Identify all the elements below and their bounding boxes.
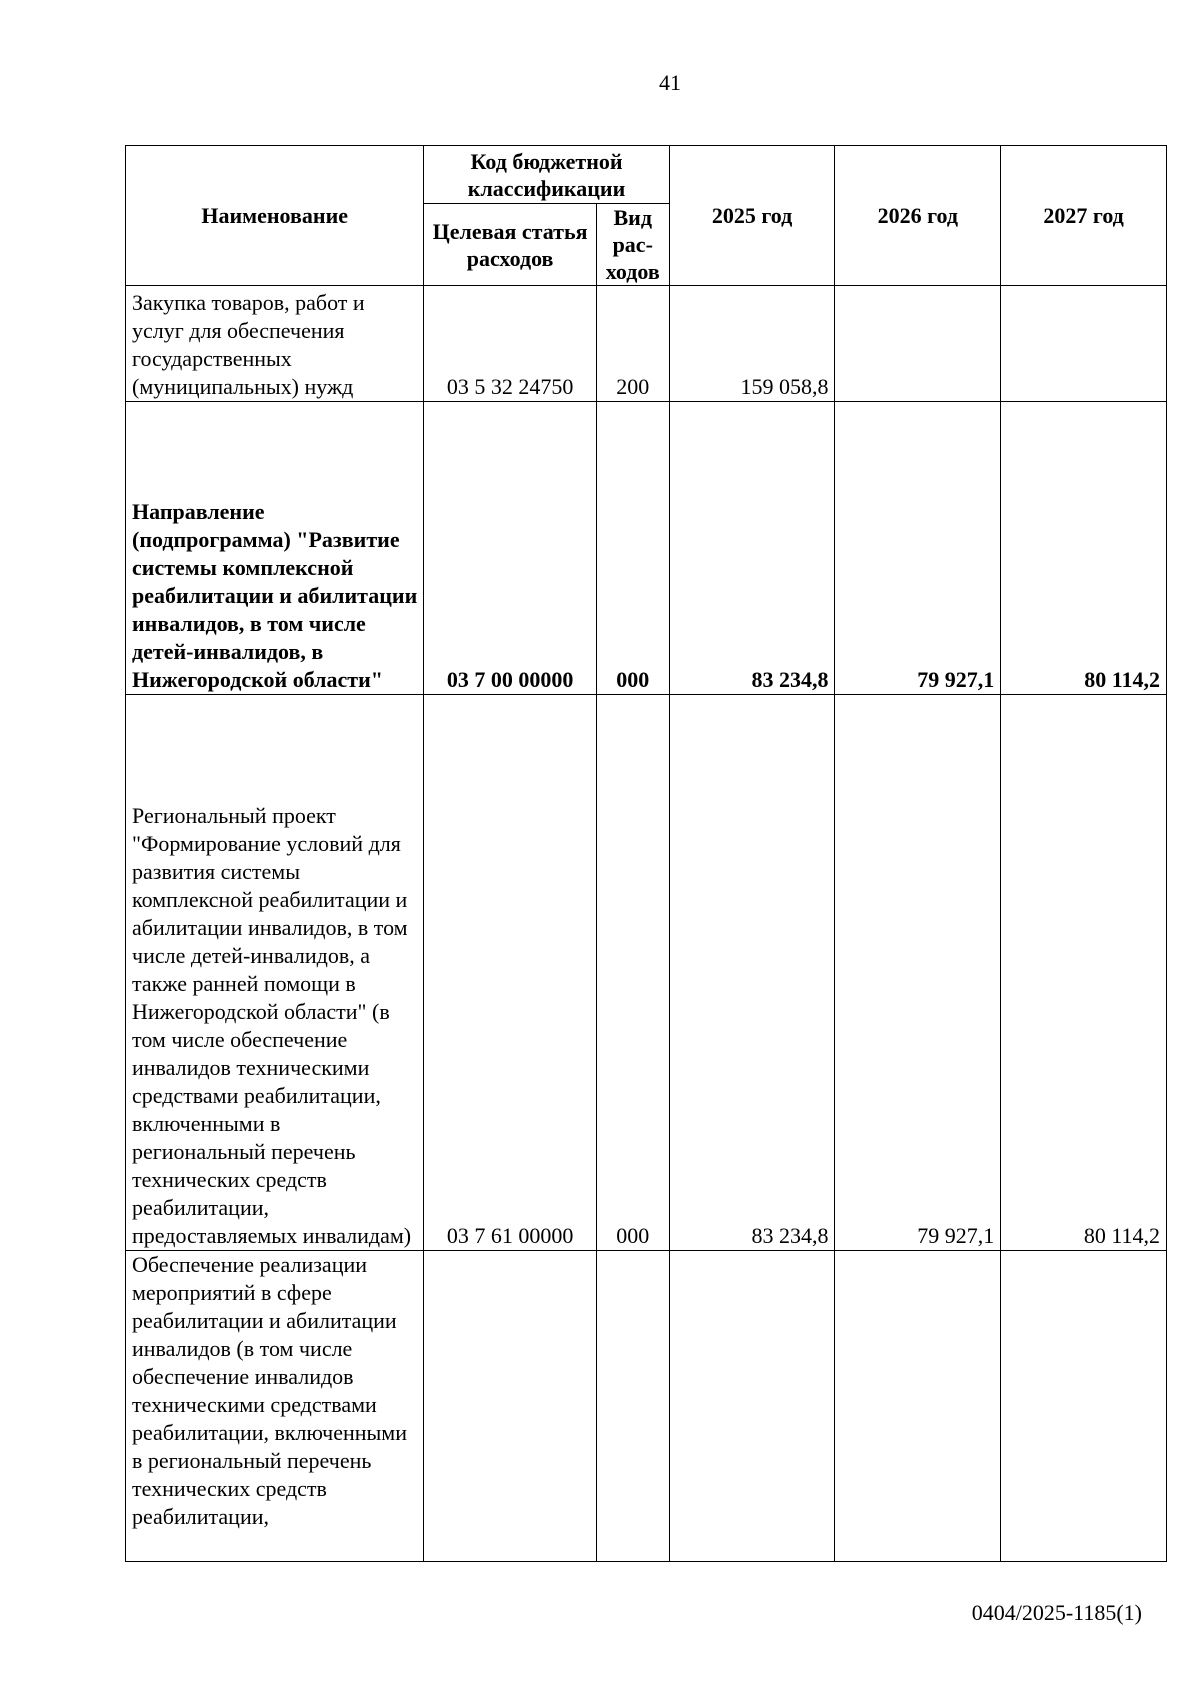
document-code: 0404/2025-1185(1) bbox=[971, 1600, 1142, 1625]
table-row bbox=[126, 1251, 1167, 1562]
row-expense-type bbox=[596, 1251, 669, 1562]
row-2025 bbox=[669, 1251, 835, 1562]
budget-table bbox=[125, 145, 1167, 1562]
row-2026: 79 927,1 bbox=[835, 402, 1001, 695]
header-year-2027: 2027 год bbox=[1001, 146, 1167, 286]
row-name: Направление (подпрограмма) "Развитие системы комплексной реабилитации и абилитации инвалидов, в том числе детей-инвалидов, в Нижегородской области" bbox=[126, 402, 424, 695]
row-2027 bbox=[1001, 286, 1167, 402]
row-2026 bbox=[835, 286, 1001, 402]
row-2026 bbox=[835, 1251, 1001, 1562]
row-2027: 80 114,2 bbox=[1001, 695, 1167, 1251]
header-name: Наименование bbox=[126, 146, 424, 286]
row-expense-type: 200 bbox=[596, 286, 669, 402]
row-name: Закупка товаров, работ и услуг для обеспечения государственных (муниципальных) нужд bbox=[126, 286, 424, 402]
row-2027: 80 114,2 bbox=[1001, 402, 1167, 695]
table-row bbox=[126, 402, 1167, 695]
row-name: Обеспечение реализации мероприятий в сфере реабилитации и абилитации инвалидов (в том числе обеспечение инвалидов техническими средствами реабилитации, включенными в региональный перечень технических средств реабилитации, bbox=[126, 1251, 424, 1562]
page-number: 41 bbox=[659, 70, 681, 95]
table-row bbox=[126, 286, 1167, 402]
row-target-article: 03 7 00 00000 bbox=[424, 402, 596, 695]
header-expense-type: Вид рас-ходов bbox=[596, 204, 669, 286]
row-target-article: 03 5 32 24750 bbox=[424, 286, 596, 402]
header-target-article: Целевая статья расходов bbox=[424, 204, 596, 286]
table-row bbox=[126, 695, 1167, 1251]
header-year-2026: 2026 год bbox=[835, 146, 1001, 286]
row-name: Региональный проект "Формирование условий для развития системы комплексной реабилитации и абилитации инвалидов, в том числе детей-инвалидов, а также ранней помощи в Нижегородской области" (в том числе обеспечение инвалидов техническими средствами реабилитации, включенными в региональный перечень технических средств реабилитации, предоставляемых инвалидам) bbox=[126, 695, 424, 1251]
row-expense-type: 000 bbox=[596, 402, 669, 695]
row-target-article bbox=[424, 1251, 596, 1562]
row-2025: 83 234,8 bbox=[669, 695, 835, 1251]
row-2025: 83 234,8 bbox=[669, 402, 835, 695]
row-expense-type: 000 bbox=[596, 695, 669, 1251]
row-target-article: 03 7 61 00000 bbox=[424, 695, 596, 1251]
header-year-2025: 2025 год bbox=[669, 146, 835, 286]
row-2026: 79 927,1 bbox=[835, 695, 1001, 1251]
row-2027 bbox=[1001, 1251, 1167, 1562]
header-code-group: Код бюджетной классификации bbox=[424, 146, 669, 204]
row-2025: 159 058,8 bbox=[669, 286, 835, 402]
